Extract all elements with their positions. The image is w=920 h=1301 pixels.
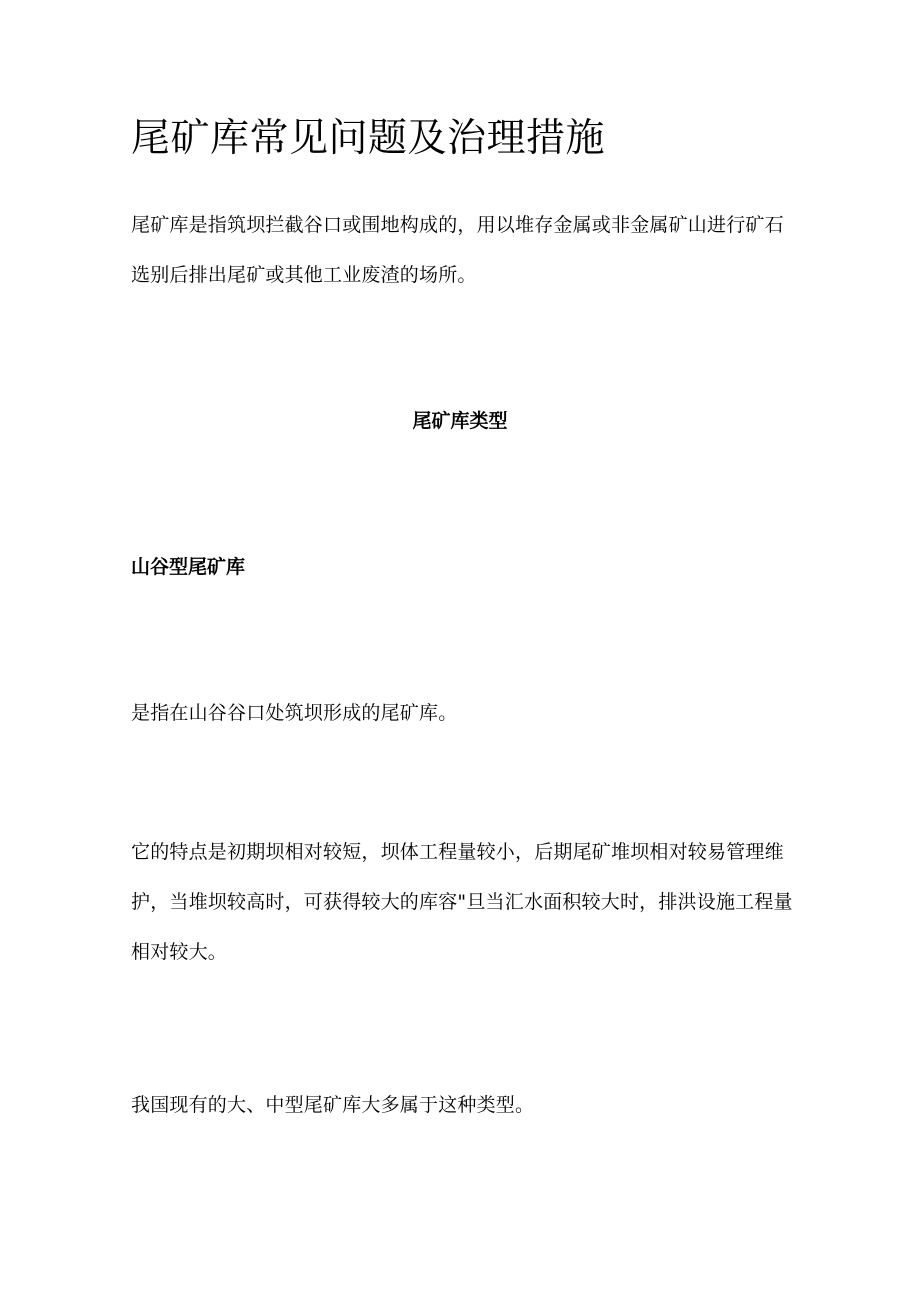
- intro-paragraph: 尾矿库是指筑坝拦截谷口或围地构成的，用以堆存金属或非金属矿山进行矿石选别后排出尾矿或其他工业废渣的场所。: [131, 214, 784, 286]
- paragraph-characteristics: 它的特点是初期坝相对较短，坝体工程量较小，后期尾矿堆坝相对较易管理维护，当堆坝较高时，可获得较大的库容"旦当汇水面积较大时，排洪设施工程量相对较大。: [131, 841, 793, 963]
- section-heading: 尾矿库类型: [412, 410, 508, 432]
- paragraph-definition: 是指在山谷谷口处筑坝形成的尾矿库。: [131, 702, 458, 724]
- paragraph-prevalence: 我国现有的大、中型尾矿库大多属于这种类型。: [131, 1094, 535, 1116]
- document-title: 尾矿库常见问题及治理措施: [131, 116, 606, 161]
- subsection-heading: 山谷型尾矿库: [131, 556, 246, 578]
